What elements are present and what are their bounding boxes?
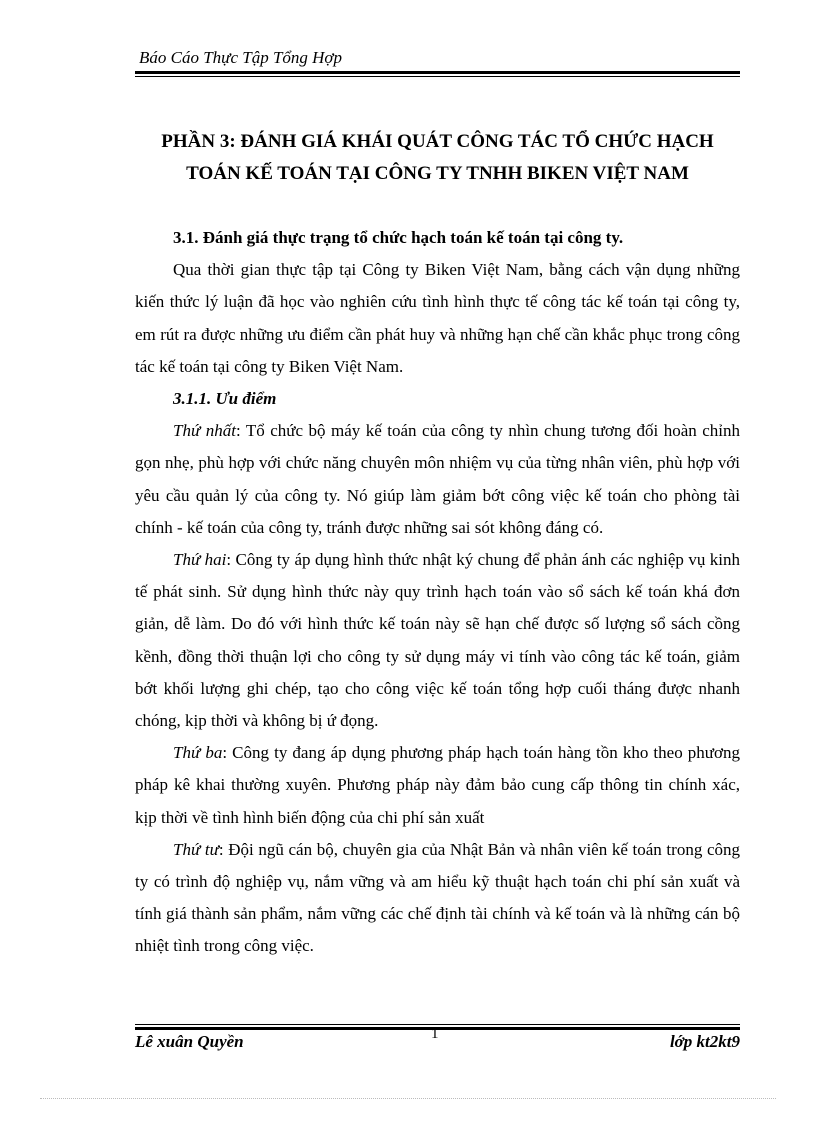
section-heading: 3.1. Đánh giá thực trạng tổ chức hạch toán kế toán tại công ty. <box>173 228 624 247</box>
point-text: : Đội ngũ cán bộ, chuyên gia của Nhật Bản và nhân viên kế toán trong công ty có trình độ nghiệp vụ, nắm vững và am hiểu kỹ thuật hạch toán chi phí sản xuất và tính giá thành sản phẩm, nắm vững các chế định tài chính và kế toán và là những cán bộ nhiệt tình trong công việc. <box>135 839 740 956</box>
point-paragraph-2 <box>135 544 740 737</box>
chapter-title <box>135 126 740 190</box>
footer-author: Lê xuân Quyền <box>135 1032 244 1051</box>
header-rule <box>135 71 740 74</box>
subsection-heading: 3.1.1. Ưu điểm <box>173 389 277 409</box>
intro-paragraph: Qua thời gian thực tập tại Công ty Biken Việt Nam, bằng cách vận dụng những kiến thức lý luận đã học vào nghiên cứu tình hình thực tế công tác kế toán tại công ty, em rút ra được những ưu điểm cần phát huy và những hạn chế cần khắc phục trong công tác kế toán tại công ty Biken Việt Nam. <box>135 260 740 376</box>
point-lead: Thứ tư <box>173 839 219 859</box>
point-lead: Thứ ba <box>173 743 223 763</box>
point-paragraph-1 <box>135 415 740 544</box>
point-paragraph-3 <box>135 737 740 834</box>
point-lead: Thứ nhất <box>173 421 236 441</box>
point-paragraph-4 <box>135 834 740 963</box>
point-text: : Công ty áp dụng hình thức nhật ký chung để phản ánh các nghiệp vụ kinh tế phát sinh. Sử dụng hình thức này quy trình hạch toán vào sổ sách kế toán khá đơn giản, dễ làm. Do đó với hình thức kế toán này sẽ hạn chế được số lượng sổ sách cồng kềnh, đồng thời thuận lợi cho công ty sử dụng máy vi tính vào công tác kế toán, giảm bớt khối lượng ghi chép, tạo cho công việc kế toán tổng hợp cuối tháng được nhanh chóng, kịp thời và không bị ứ đọng. <box>135 550 740 731</box>
point-text: : Công ty đang áp dụng phương pháp hạch toán hàng tồn kho theo phương pháp kê khai thường xuyên. Phương pháp này đảm bảo cung cấp thông tin chính xác, kịp thời về tình hình biến động của chi phí sản xuất <box>135 743 740 827</box>
chapter-title-line-1: PHẦN 3: ĐÁNH GIÁ KHÁI QUÁT CÔNG TÁC TỔ CHỨC HẠCH <box>161 131 714 152</box>
page-number: 1 <box>431 1026 439 1042</box>
chapter-title-line-2: TOÁN KẾ TOÁN TẠI CÔNG TY TNHH BIKEN VIỆT NAM <box>186 163 689 184</box>
point-text: : Tổ chức bộ máy kế toán của công ty nhìn chung tương đối hoàn chỉnh gọn nhẹ, phù hợp với chức năng chuyên môn nhiệm vụ của từng nhân viên, phù hợp với yêu cầu quản lý của công ty. Nó giúp làm giảm bớt công việc kế toán cho phòng tài chính - kế toán của công ty, tránh được những sai sót không đáng có. <box>135 421 740 537</box>
point-lead: Thứ hai <box>173 550 227 570</box>
body-content <box>135 222 740 963</box>
header-title: Báo Cáo Thực Tập Tổng Hợp <box>139 48 343 67</box>
page-header <box>135 48 740 74</box>
footer-class: lớp kt2kt9 <box>669 1032 740 1051</box>
page-bottom-divider <box>40 1098 776 1099</box>
